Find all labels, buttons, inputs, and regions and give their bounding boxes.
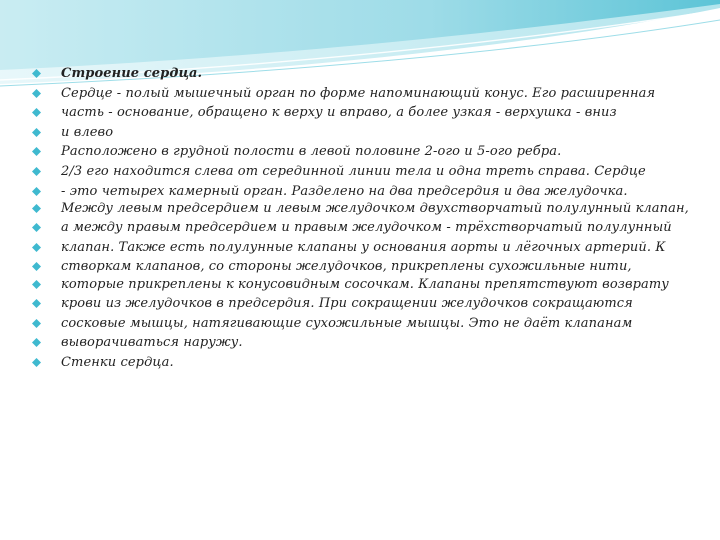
bullet-item (28, 257, 700, 277)
bullet-list (28, 64, 700, 372)
bullet-text: и влево (61, 124, 114, 140)
diamond-bullet-icon (32, 167, 41, 176)
diamond-bullet-icon (32, 69, 41, 78)
diamond-bullet-icon (32, 187, 41, 196)
bullet-text: Строение сердца. (61, 66, 203, 81)
bullet-item (28, 142, 700, 162)
diamond-bullet-icon (32, 147, 41, 156)
diamond-bullet-icon (32, 280, 41, 289)
diamond-bullet-icon (32, 89, 41, 98)
bullet-item (28, 353, 700, 373)
bullet-item (28, 182, 700, 202)
bullet-item (28, 84, 700, 104)
bullet-item (28, 201, 700, 218)
bullet-text: Между левым предсердием и левым желудочком двухстворчатый полулунный клапан, (61, 201, 689, 217)
bullet-item (28, 314, 700, 334)
bullet-text: - это четырех камерный орган. Разделено на два предсердия и два желудочка. (61, 183, 628, 199)
slide-content (28, 64, 700, 372)
bullet-text: Сердце - полый мышечный орган по форме напоминающий конус. Его расширенная (61, 85, 656, 101)
bullet-item (28, 162, 700, 182)
diamond-bullet-icon (32, 262, 41, 271)
bullet-item (28, 103, 700, 123)
bullet-text: часть - основание, обращено к верху и вправо, а более узкая - верхушка - вниз (61, 105, 617, 121)
bullet-item (28, 333, 700, 353)
bullet-text: крови из желудочков в предсердия. При сокращении желудочков сокращаются (61, 295, 633, 311)
bullet-text: сосковые мышцы, натягивающие сухожильные мышцы. Это не даёт клапанам (61, 315, 633, 331)
bullet-item (28, 277, 700, 294)
diamond-bullet-icon (32, 319, 41, 328)
bullet-item (28, 218, 700, 238)
bullet-item (28, 64, 700, 84)
bullet-text: которые прикреплены к конусовидным сосочкам. Клапаны препятствуют возврату (61, 276, 669, 292)
bullet-text: 2/3 его находится слева от серединной линии тела и одна треть справа. Сердце (61, 163, 646, 179)
bullet-text: Расположено в грудной полости в левой половине 2-ого и 5-ого ребра. (61, 144, 562, 160)
diamond-bullet-icon (32, 204, 41, 213)
diamond-bullet-icon (32, 128, 41, 137)
diamond-bullet-icon (32, 223, 41, 232)
bullet-item (28, 294, 700, 314)
bullet-text: а между правым предсердием и правым желудочком - трёхстворчатый полулунный (61, 220, 672, 236)
bullet-text: выворачиваться наружу. (61, 335, 243, 351)
diamond-bullet-icon (32, 299, 41, 308)
diamond-bullet-icon (32, 108, 41, 117)
bullet-text: Стенки сердца. (61, 354, 174, 370)
diamond-bullet-icon (32, 243, 41, 252)
bullet-item (28, 123, 700, 143)
bullet-text: клапан. Также есть полулунные клапаны у основания аорты и лёгочных артерий. К (61, 239, 666, 255)
diamond-bullet-icon (32, 358, 41, 367)
diamond-bullet-icon (32, 338, 41, 347)
bullet-item (28, 238, 700, 258)
bullet-text: створкам клапанов, со стороны желудочков, прикреплены сухожильные нити, (61, 259, 632, 275)
